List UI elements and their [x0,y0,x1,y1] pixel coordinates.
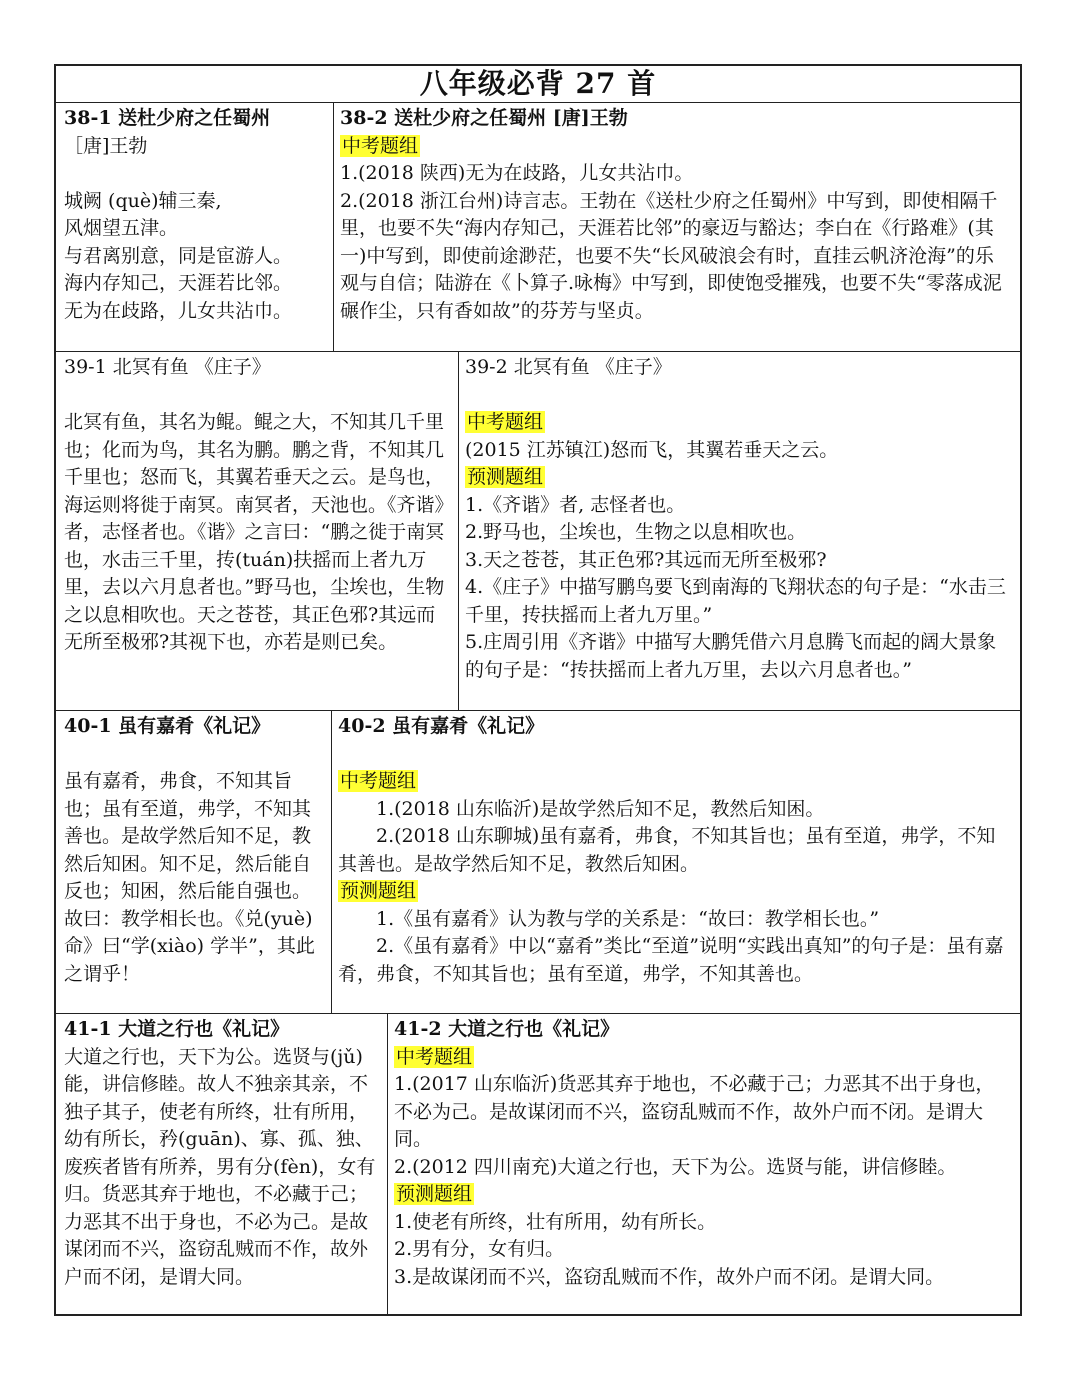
question-item: 4.《庄子》中描写鹏鸟要飞到南海的飞翔状态的句子是：“水击三千里，抟扶摇而上者九万里。” [465,576,1006,626]
section-39 [56,352,1020,711]
question-header: 40-2 虽有嘉肴《礼记》 [338,715,545,737]
poem-line: 无为在歧路，儿女共沾巾。 [64,299,293,322]
prediction-group-label: 预测题组 [340,880,417,902]
exam-group-label: 中考题组 [342,134,419,157]
question-item: 2.《虽有嘉肴》中以“嘉肴”类比“至道”说明“实践出真知”的句子是：虽有嘉肴，弗食，不知其旨也；虽有至道，弗学，不知其善也。 [338,935,1004,985]
classical-text: 虽有嘉肴，弗食，不知其旨也；虽有至道，弗学，不知其善也。是故学然后知不足，教然后知困。知不足，然后能自反也；知困，然后能自强也。故曰：教学相长也。《兑(yuè) 命》曰“学(xiào) 学半”，其此之谓乎！ [64,770,319,985]
poem-author: ［唐]王勃 [64,134,148,157]
classical-text: 北冥有鱼，其名为鲲。鲲之大，不知其几千里也；化而为鸟，其名为鹏。鹏之背，不知其几千里也；怒而飞，其翼若垂天之云。是鸟也，海运则将徙于南冥。南冥者，天池也。《齐谐》者，志怪者也。《谐》之言曰：“鹏之徙于南冥也，水击三千里，抟(tuán)扶摇而上者九万里，去以六月息者也。”野马也，尘埃也，生物之以息相吹也。天之苍苍，其正色邪?其远而无所至极邪?其视下也，亦若是则已矣。 [64,411,445,653]
question-item: 2.(2018 山东聊城)虽有嘉肴，弗食，不知其旨也；虽有至道，弗学，不知其善也。是故学然后知不足，教然后知困。 [338,825,996,875]
question-item: 2.(2018 浙江台州)诗言志。王勃在《送杜少府之任蜀州》中写到，即使相隔千里，也要不失“海内存知己，天涯若比邻”的豪迈与豁达；李白在《行路难》(其一)中写到，即使前途渺茫，也要不失“长风破浪会有时，直挂云帆济沧海”的乐观与自信；陆游在《卜算子.咏梅》中写到，即使饱受摧残，也要不失“零落成泥碾作尘，只有香如故”的芬芳与坚贞。 [340,189,1002,322]
question-header: 38-2 送杜少府之任蜀州 [唐]王勃 [340,107,628,129]
poem-line: 城阙 (què)辅三秦, [64,189,222,212]
question-header: 41-2 大道之行也《礼记》 [394,1018,620,1040]
exam-group-label: 中考题组 [467,411,544,433]
question-item: 1.(2018 山东临沂)是故学然后知不足，教然后知困。 [376,797,825,820]
text-cell-40 [56,711,332,1013]
question-cell-41 [386,1014,1020,1316]
text-cell-41 [56,1014,388,1316]
question-item: 1.(2018 陕西)无为在歧路，儿女共沾巾。 [340,162,694,184]
question-item: 2.野马也，尘埃也，生物之以息相吹也。 [465,521,807,543]
question-item: 1.(2017 山东临沂)货恶其弃于地也，不必藏于己；力恶其不出于身也，不必为己。是故谋闭而不兴，盗窃乱贼而不作，故外户而不闭。是谓大同。 [394,1073,995,1150]
text-header: 41-1 大道之行也《礼记》 [64,1018,290,1040]
exam-group-label: 中考题组 [340,770,417,792]
question-item: 1.《齐谐》者, 志怪者也。 [465,493,686,516]
prediction-group-label: 预测题组 [467,466,544,488]
poem-line: 海内存知己，天涯若比邻。 [64,272,293,294]
page-title: 八年级必背 27 首 [56,66,1020,103]
poem-cell-38 [56,103,334,351]
section-38 [56,103,1020,352]
classical-text: 大道之行也，天下为公。选贤与(jǔ)能，讲信修睦。故人不独亲其亲，不独子其子，使老有所终，壮有所用，幼有所长，矜(guān)、寡、孤、独、废疾者皆有所养，男有分(fèn)，女有归。货恶其弃于地也，不必藏于己；力恶其不出于身也，不必为己。是故谋闭而不兴，盗窃乱贼而不作，故外户而不闭，是谓大同。 [64,1045,376,1288]
worksheet-table [54,64,1022,1316]
text-cell-39 [56,352,459,710]
prediction-group-label: 预测题组 [396,1183,473,1205]
poem-header: 38-1 送杜少府之任蜀州 [64,107,271,129]
question-cell-40 [330,711,1020,1013]
question-cell-38 [332,103,1020,351]
question-cell-39 [457,352,1020,710]
text-header: 39-1 北冥有鱼 《庄子》 [64,356,271,378]
question-item: (2015 江苏镇江)怒而飞，其翼若垂天之云。 [465,438,839,461]
poem-line: 与君离别意，同是宦游人。 [64,244,293,267]
poem-line: 风烟望五津。 [64,217,179,239]
question-item: 5.庄周引用《齐谐》中描写大鹏凭借六月息腾飞而起的阔大景象的句子是：“抟扶摇而上者九万里，去以六月息者也。” [465,631,997,681]
question-item: 2.男有分，女有归。 [394,1238,565,1260]
question-item: 3.是故谋闭而不兴，盗窃乱贼而不作，故外户而不闭。是谓大同。 [394,1265,945,1288]
question-item: 1.使老有所终，壮有所用，幼有所长。 [394,1210,717,1233]
question-item: 2.(2012 四川南充)大道之行也，天下为公。选贤与能，讲信修睦。 [394,1155,957,1178]
question-item: 1.《虽有嘉肴》认为教与学的关系是：“故曰：教学相长也。” [376,907,880,930]
exam-group-label: 中考题组 [396,1045,473,1068]
text-header: 40-1 虽有嘉肴《礼记》 [64,715,271,737]
question-item: 3.天之苍苍，其正色邪?其远而无所至极邪? [465,548,827,571]
question-header: 39-2 北冥有鱼 《庄子》 [465,356,672,378]
section-41 [56,1014,1020,1316]
section-40 [56,711,1020,1014]
